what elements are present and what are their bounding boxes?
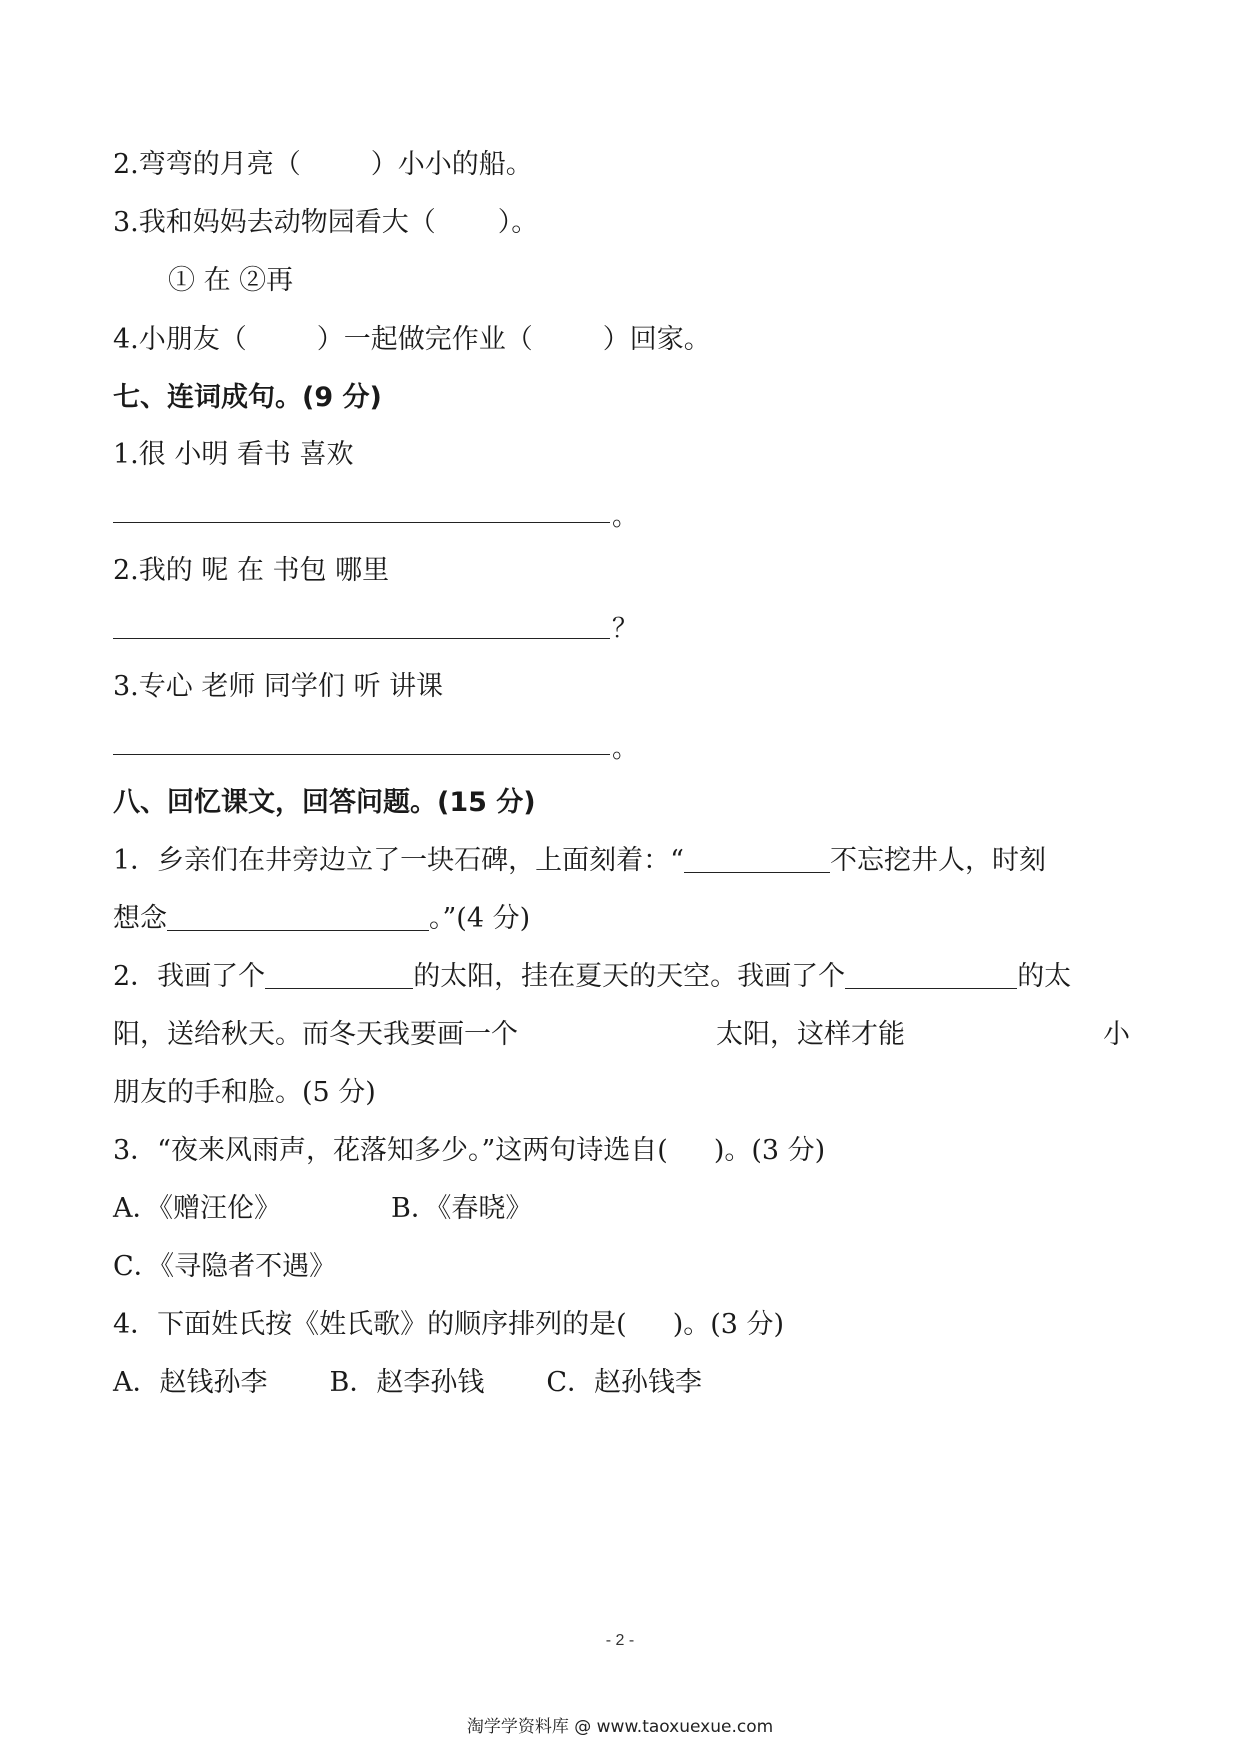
q8-item-3-option-b: B．《春晓》 bbox=[391, 1193, 533, 1224]
q6-options bbox=[168, 261, 1130, 301]
q6-item-3-before: 3.我和妈妈去动物园看大（ bbox=[113, 207, 436, 238]
q7-answer-line-1[interactable] bbox=[113, 522, 610, 523]
q7-item-3: 3.专心 老师 同学们 听 讲课 bbox=[113, 671, 444, 702]
q7-answer-line-3[interactable] bbox=[113, 754, 610, 755]
q8-item-2-line-2-c: 小 bbox=[1103, 1019, 1130, 1050]
q8-item-4-option-c: C．赵孙钱李 bbox=[546, 1367, 703, 1398]
q8-item-4-options bbox=[113, 1363, 1130, 1403]
q7-answer-end-2: ？ bbox=[612, 614, 639, 644]
q8-item-2-line-1-c: 的太 bbox=[1017, 961, 1072, 992]
q8-item-1-line-1 bbox=[113, 841, 1130, 881]
q8-item-2-line-2 bbox=[113, 1015, 1130, 1055]
q8-item-2-line-2-b: 太阳，这样才能 bbox=[716, 1019, 905, 1050]
q8-item-3-question-end: )。(3 分) bbox=[713, 1135, 826, 1166]
q6-item-2-after: ）小小的船。 bbox=[370, 149, 533, 180]
fill-blank[interactable] bbox=[265, 958, 413, 989]
q8-item-1-line-2-after: 。”(4 分) bbox=[429, 903, 531, 934]
q8-item-4-question-end: )。(3 分) bbox=[672, 1309, 785, 1340]
q8-item-3-option-c: C．《寻隐者不遇》 bbox=[113, 1251, 337, 1282]
q7-item-2: 2.我的 呢 在 书包 哪里 bbox=[113, 555, 390, 586]
q7-answer-end-3: 。 bbox=[612, 734, 639, 764]
q7-answer-line-2[interactable] bbox=[113, 638, 610, 639]
q8-item-3-question-text: 3．“夜来风雨声，花落知多少。”这两句诗选自( bbox=[113, 1135, 668, 1166]
q6-item-4-part3: ）回家。 bbox=[602, 324, 711, 355]
section-7-heading: 七、连词成句。(9 分) bbox=[113, 382, 382, 413]
fill-blank[interactable] bbox=[167, 900, 429, 931]
q8-item-3-options-row-1 bbox=[113, 1189, 1130, 1229]
q8-item-2-line-3: 朋友的手和脸。(5 分) bbox=[113, 1077, 376, 1108]
fill-blank[interactable] bbox=[684, 842, 830, 873]
q8-item-2-line-1 bbox=[113, 957, 1130, 997]
q7-answer-end-1: 。 bbox=[612, 502, 639, 532]
q8-item-2-line-1-a: 2．我画了个 bbox=[113, 961, 266, 992]
q8-item-4-question-text: 4．下面姓氏按《姓氏歌》的顺序排列的是( bbox=[113, 1309, 627, 1340]
q6-item-3-after: ）。 bbox=[497, 207, 539, 238]
q8-item-1-line-1-after: 不忘挖井人，时刻 bbox=[829, 845, 1046, 876]
q7-item-1: 1.很 小明 看书 喜欢 bbox=[113, 439, 354, 470]
q8-item-1-line-2-before: 想念 bbox=[113, 903, 167, 934]
q6-item-4-part2: ）一起做完作业（ bbox=[316, 324, 533, 355]
q8-item-2-line-1-b: 的太阳，挂在夏天的天空。我画了个 bbox=[413, 961, 846, 992]
q6-item-4-part1: 4.小朋友（ bbox=[113, 324, 247, 355]
fill-blank[interactable] bbox=[845, 958, 1017, 989]
q8-item-4-option-a: A．赵钱孙李 bbox=[113, 1367, 268, 1398]
q8-item-3-option-a: A．《赠汪伦》 bbox=[113, 1193, 281, 1224]
q6-options-text: ① 在 ②再 bbox=[168, 265, 294, 296]
q8-item-4-question bbox=[113, 1305, 1130, 1345]
q6-item-2 bbox=[113, 145, 1130, 185]
q8-item-3-options-row-2 bbox=[113, 1247, 1130, 1287]
q6-item-3 bbox=[113, 203, 1130, 243]
q8-item-1-line-2 bbox=[113, 899, 1130, 939]
q8-item-2-line-2-a: 阳，送给秋天。而冬天我要画一个 bbox=[113, 1019, 518, 1050]
q8-item-3-question bbox=[113, 1131, 1130, 1171]
q8-item-1-line-1-before: 1．乡亲们在井旁边立了一块石碑，上面刻着：“ bbox=[113, 845, 684, 876]
footer-watermark: 淘学学资料库 @ www.taoxuexue.com bbox=[466, 1717, 774, 1737]
q6-item-4 bbox=[113, 320, 1130, 360]
q8-item-4-option-b: B．赵李孙钱 bbox=[329, 1367, 485, 1398]
page-number: - 2 - bbox=[605, 1632, 635, 1649]
section-8-heading: 八、回忆课文，回答问题。(15 分) bbox=[113, 787, 536, 818]
q6-item-2-before: 2.弯弯的月亮（ bbox=[113, 149, 301, 180]
